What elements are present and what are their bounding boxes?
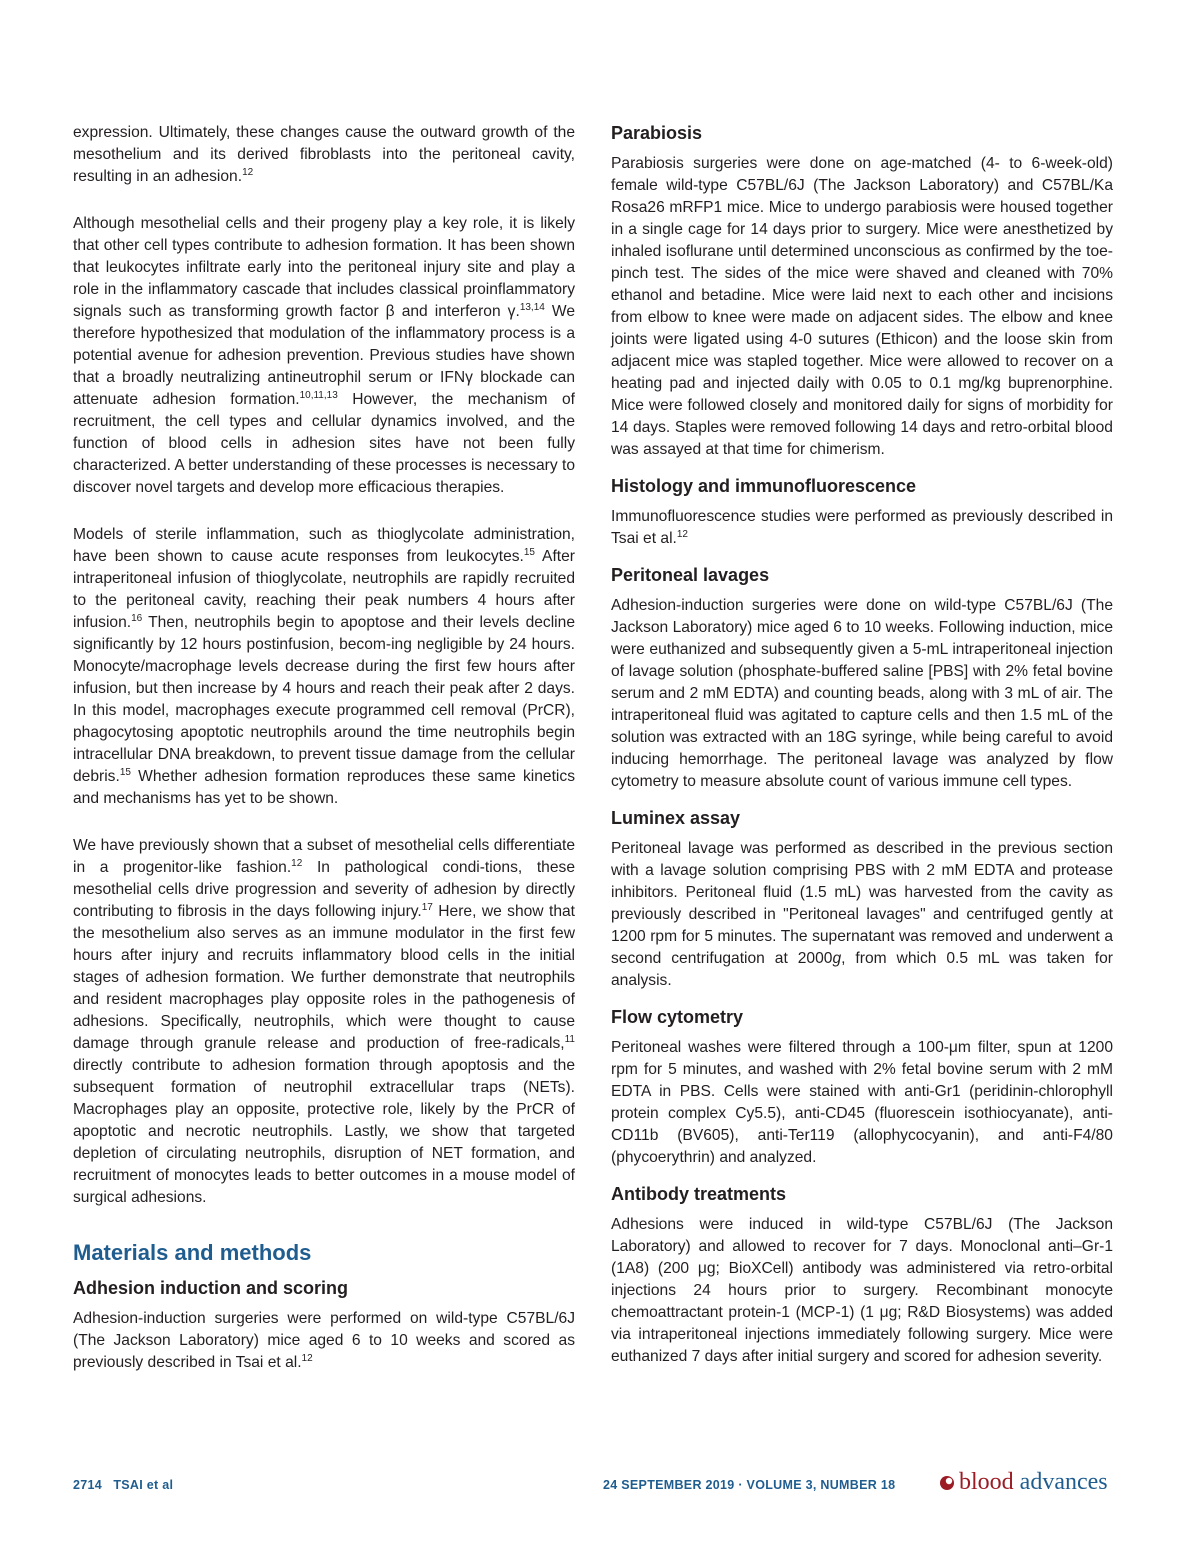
- footer-page-author: 2714 TSAI et al: [73, 1478, 174, 1492]
- right-column: [611, 122, 1113, 1368]
- intro-paragraph-3: Models of sterile inflammation, such as thioglycolate administration, have been shown to cause acute responses from leukocytes.$^{15}$ After intraperitoneal infusion of thioglycolate, neutrophils are rapidly recruited to the peritoneal cavity, reaching their peak numbers 4 hours after infusion.$^{16}$ Then, neutrophils begin to apoptose and their levels decline significantly by 12 hours postinfusion, becom-ing negligible by 24 hours. Monocyte/macrophage levels decrease during the first few hours after infusion, but then increase by 4 hours and reach their peak after 2 days. In this model, macrophages execute programmed cell removal (PrCR), phagocytosing apoptotic neutrophils around the time neutrophils begin intracellular DNA breakdown, to prevent tissue damage from the cellular debris.$^{15}$ Whether adhesion formation reproduces these same kinetics and mechanisms has yet to be shown.: [73, 526, 575, 807]
- flow-cytometry-text: Peritoneal washes were filtered through a 100-μm filter, spun at 1200 rpm for 5 minutes, and washed with 2% fetal bovine serum with 2 mM EDTA in PBS. Cells were stained with anti-Gr1 (peridinin-chlorophyll protein complex Cy5.5), anti-CD45 (fluorescein isothiocyanate), anti-CD11b (BV605), anti-Ter119 (allophycocyanin), and anti-F4/80 (phycoerythrin) and analyzed.: [611, 1039, 1113, 1166]
- subheading-flow-cytometry: Flow cytometry: [611, 1007, 744, 1027]
- intro-paragraph-1: expression. Ultimately, these changes cause the outward growth of the mesothelium and its derived fibroblasts into the peritoneal cavity, resulting in an adhesion.$^{12}$: [73, 124, 575, 185]
- intro-paragraph-2: Although mesothelial cells and their progeny play a key role, it is likely that other cell types contribute to adhesion formation. It has been shown that leukocytes infiltrate early into the peritoneal injury site and play a role in the inflammatory cascade that includes classical proinflammatory signals such as transforming growth factor β and interferon γ.$^{13,14}$ We therefore hypothesized that modulation of the inflammatory process is a potential avenue for adhesion prevention. Previous studies have shown that a broadly neutralizing antineutrophil serum or IFNγ blockade can attenuate adhesion formation.$^{10,11,13}$ However, the mechanism of recruitment, the cell types and cellular dynamics involved, and the function of blood cells in adhesion sites have not been fully characterized. A better understanding of these processes is necessary to discover novel targets and develop more efficacious therapies.: [73, 215, 575, 496]
- luminex-text: Peritoneal lavage was performed as described in the previous section with a lavage solution comprising PBS with 2 mM EDTA and protease inhibitors. Peritoneal fluid (1.5 mL) was harvested from the cavity as previously described in "Peritoneal lavages" and centrifuged gently at 1200 rpm for 5 minutes. The supernatant was removed and underwent a second centrifugation at 2000g, from which 0.5 mL was taken for analysis.: [611, 840, 1113, 989]
- intro-paragraph-4: We have previously shown that a subset of mesothelial cells differentiate in a progenitor-like fashion.$^{12}$ In pathological condi-tions, these mesothelial cells drive progression and severity of adhesion by directly contributing to fibrosis in the days following injury.$^{17}$ Here, we show that the mesothelium also serves as an immune modulator in the first few hours after injury and recruits inflammatory blood cells in the initial stages of adhesion formation. We further demonstrate that neutrophils and resident macrophages play opposite roles in the pathogenesis of adhesions. Specifically, neutrophils, which were thought to cause damage through granule release and production of free-radicals,$^{11}$ directly contribute to adhesion formation through apoptosis and the subsequent formation of neutrophil extracellular traps (NETs). Macrophages play an opposite, protective role, likely by the PrCR of apoptotic and necrotic neutrophils. Lastly, we show that targeted depletion of circulating neutrophils, disruption of NET formation, and recruitment of monocytes leads to better outcomes in a mouse model of surgical adhesions.: [73, 837, 575, 1206]
- blood-advances-logo: [938, 1469, 1108, 1495]
- footer-issue-info: 24 SEPTEMBER 2019 · VOLUME 3, NUMBER 18: [603, 1478, 896, 1492]
- adhesion-induction-text: Adhesion-induction surgeries were performed on wild-type C57BL/6J (The Jackson Laboratory) mice aged 6 to 10 weeks and scored as previously described in Tsai et al.$^{12}$: [73, 1310, 575, 1371]
- blood-drop-icon: [938, 1472, 956, 1492]
- left-column: [73, 122, 575, 1374]
- section-heading-materials-methods: Materials and methods: [73, 1240, 312, 1265]
- histology-text: Immunofluorescence studies were performed as previously described in Tsai et al.$^{12}$: [611, 508, 1113, 547]
- antibody-treatments-text: Adhesions were induced in wild-type C57BL/6J (The Jackson Laboratory) and allowed to recover for 7 days. Monoclonal anti–Gr-1 (1A8) (200 μg; BioXCell) antibody was administered via retro-orbital injections 24 hours prior to surgery. Recombinant monocyte chemoattractant protein-1 (MCP-1) (1 μg; R&D Biosystems) was added via intraperitoneal injections immediately following surgery. Mice were euthanized 7 days after initial surgery and scored for adhesion severity.: [611, 1216, 1113, 1365]
- peritoneal-lavages-text: Adhesion-induction surgeries were done on wild-type C57BL/6J (The Jackson Laboratory) mice aged 6 to 10 weeks. Following induction, mice were euthanized and subsequently given a 5-mL intraperitoneal injection of lavage solution (phosphate-buffered saline [PBS] with 2% fetal bovine serum and 2 mM EDTA) and counting beads, along with 3 mL of air. The intraperitoneal fluid was agitated to capture cells and then 1.5 mL of the solution was extracted with an 18G syringe, while being careful to avoid inducing hemorrhage. The peritoneal lavage was analyzed by flow cytometry to measure absolute count of various immune cell types.: [611, 597, 1113, 790]
- logo-wordmark: blood advances: [959, 1469, 1108, 1495]
- subheading-adhesion-induction: Adhesion induction and scoring: [73, 1278, 349, 1298]
- subheading-peritoneal-lavages: Peritoneal lavages: [611, 565, 770, 585]
- parabiosis-text: Parabiosis surgeries were done on age-matched (4- to 6-week-old) female wild-type C57BL/6J (The Jackson Laboratory) and C57BL/Ka Rosa26 mRFP1 mice. Mice to undergo parabiosis were housed together in a single cage for 14 days prior to surgery. Mice were anesthetized by inhaled isoflurane until determined unconscious as confirmed by the toe-pinch test. The sides of the mice were shaved and cleaned with 70% ethanol and betadine. Mice were laid next to each other and incisions from elbow to knee were made on adjacent sides. The elbow and knee joints were ligated using 4-0 sutures (Ethicon) and the loose skin from adjacent mice was stapled together. Mice were allowed to recover on a heating pad and injected daily with 0.05 to 0.1 mg/kg buprenorphine. Mice were followed closely and monitored daily for signs of morbidity for 14 days. Staples were removed following 14 days and retro-orbital blood was assayed at that time for chimerism.: [611, 155, 1113, 458]
- subheading-antibody-treatments: Antibody treatments: [611, 1184, 787, 1204]
- subheading-histology: Histology and immunofluorescence: [611, 476, 917, 496]
- subheading-luminex: Luminex assay: [611, 808, 741, 828]
- subheading-parabiosis: Parabiosis: [611, 123, 703, 143]
